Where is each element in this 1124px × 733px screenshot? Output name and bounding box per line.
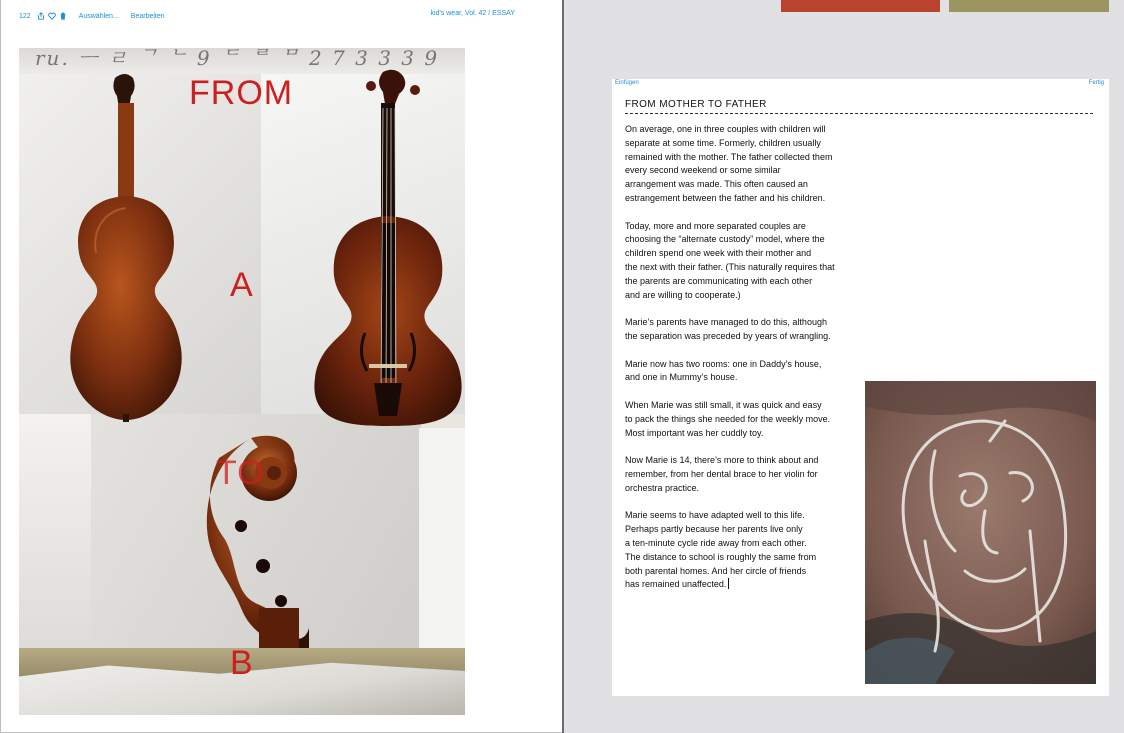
violin-back [70, 74, 181, 422]
violin-photo [19, 48, 465, 715]
article-body[interactable] [625, 123, 855, 592]
paragraph[interactable]: On average, one in three couples with children will separate at some time. Formerly, children usually remained with the mother. The father collected them every second weekend or some similar arrangement was made. This often caused an estrangement between the father and his children. [625, 124, 833, 203]
overlay-word-to: TO [216, 454, 265, 492]
handwriting-scribble: ru. ㅡ ㄹ ᄀ ᄂ 9 ᄃ ᄅ ᄆ 2 7 3 3 3 9 [35, 48, 440, 70]
toolbar-icons [37, 12, 67, 20]
color-swatch-red[interactable] [781, 0, 940, 12]
color-swatch-olive[interactable] [949, 0, 1109, 12]
paragraph[interactable]: When Marie was still small, it was quick and easy to pack the things she needed for the weekly move. Most important was her cuddly toy. [625, 399, 831, 438]
paragraph[interactable]: Marie now has two rooms: one in Daddy’s house, and one in Mummy’s house. [625, 358, 822, 383]
trash-icon[interactable] [59, 12, 67, 20]
overlay-word-b: B [230, 644, 254, 682]
article-title[interactable]: FROM MOTHER TO FATHER [625, 99, 767, 110]
heart-icon[interactable] [48, 12, 56, 20]
issue-label[interactable]: kid's wear, Vol. 42 / ESSAY [430, 10, 515, 17]
insert-button[interactable]: Einfügen [612, 79, 642, 89]
paragraph[interactable]: Marie’s parents have managed to do this, although the separation was preceded by years of wrangling. [625, 317, 831, 341]
violin-illustration [19, 48, 465, 715]
overlay-word-a: A [230, 266, 254, 304]
paragraph-last[interactable] [625, 509, 855, 592]
overlay-word-from: FROM [189, 74, 294, 112]
edit-button[interactable]: Bearbeiten [130, 12, 165, 20]
done-button[interactable]: Fertig [1086, 79, 1107, 89]
share-icon[interactable] [37, 12, 45, 20]
select-button[interactable]: Auswählen... [78, 12, 119, 20]
page-number: 122 [19, 12, 31, 20]
paragraph[interactable]: Now Marie is 14, there’s more to think about and remember, from her dental brace to her violin for orchestra practice. [625, 455, 819, 493]
text-cursor [728, 578, 729, 589]
title-rule [625, 113, 1093, 114]
violin-front [314, 70, 461, 426]
chalk-face-illustration [865, 381, 1096, 684]
paragraph-text[interactable]: Marie seems to have adapted well to this life. Perhaps partly because her parents live only a ten-minute cycle ride away from each other. The distance to school is roughly the same from both parental homes. And her circle of friends has remained unaffected. [625, 510, 817, 590]
chalk-drawing-photo [865, 381, 1096, 684]
page-toolbar [19, 10, 165, 22]
paragraph[interactable]: Today, more and more separated couples are choosing the “alternate custody” model, where the children spend one week with their mother and the next with their father. (This naturally requires that the parents are communicating with each other and are willing to cooperate.) [625, 220, 835, 300]
